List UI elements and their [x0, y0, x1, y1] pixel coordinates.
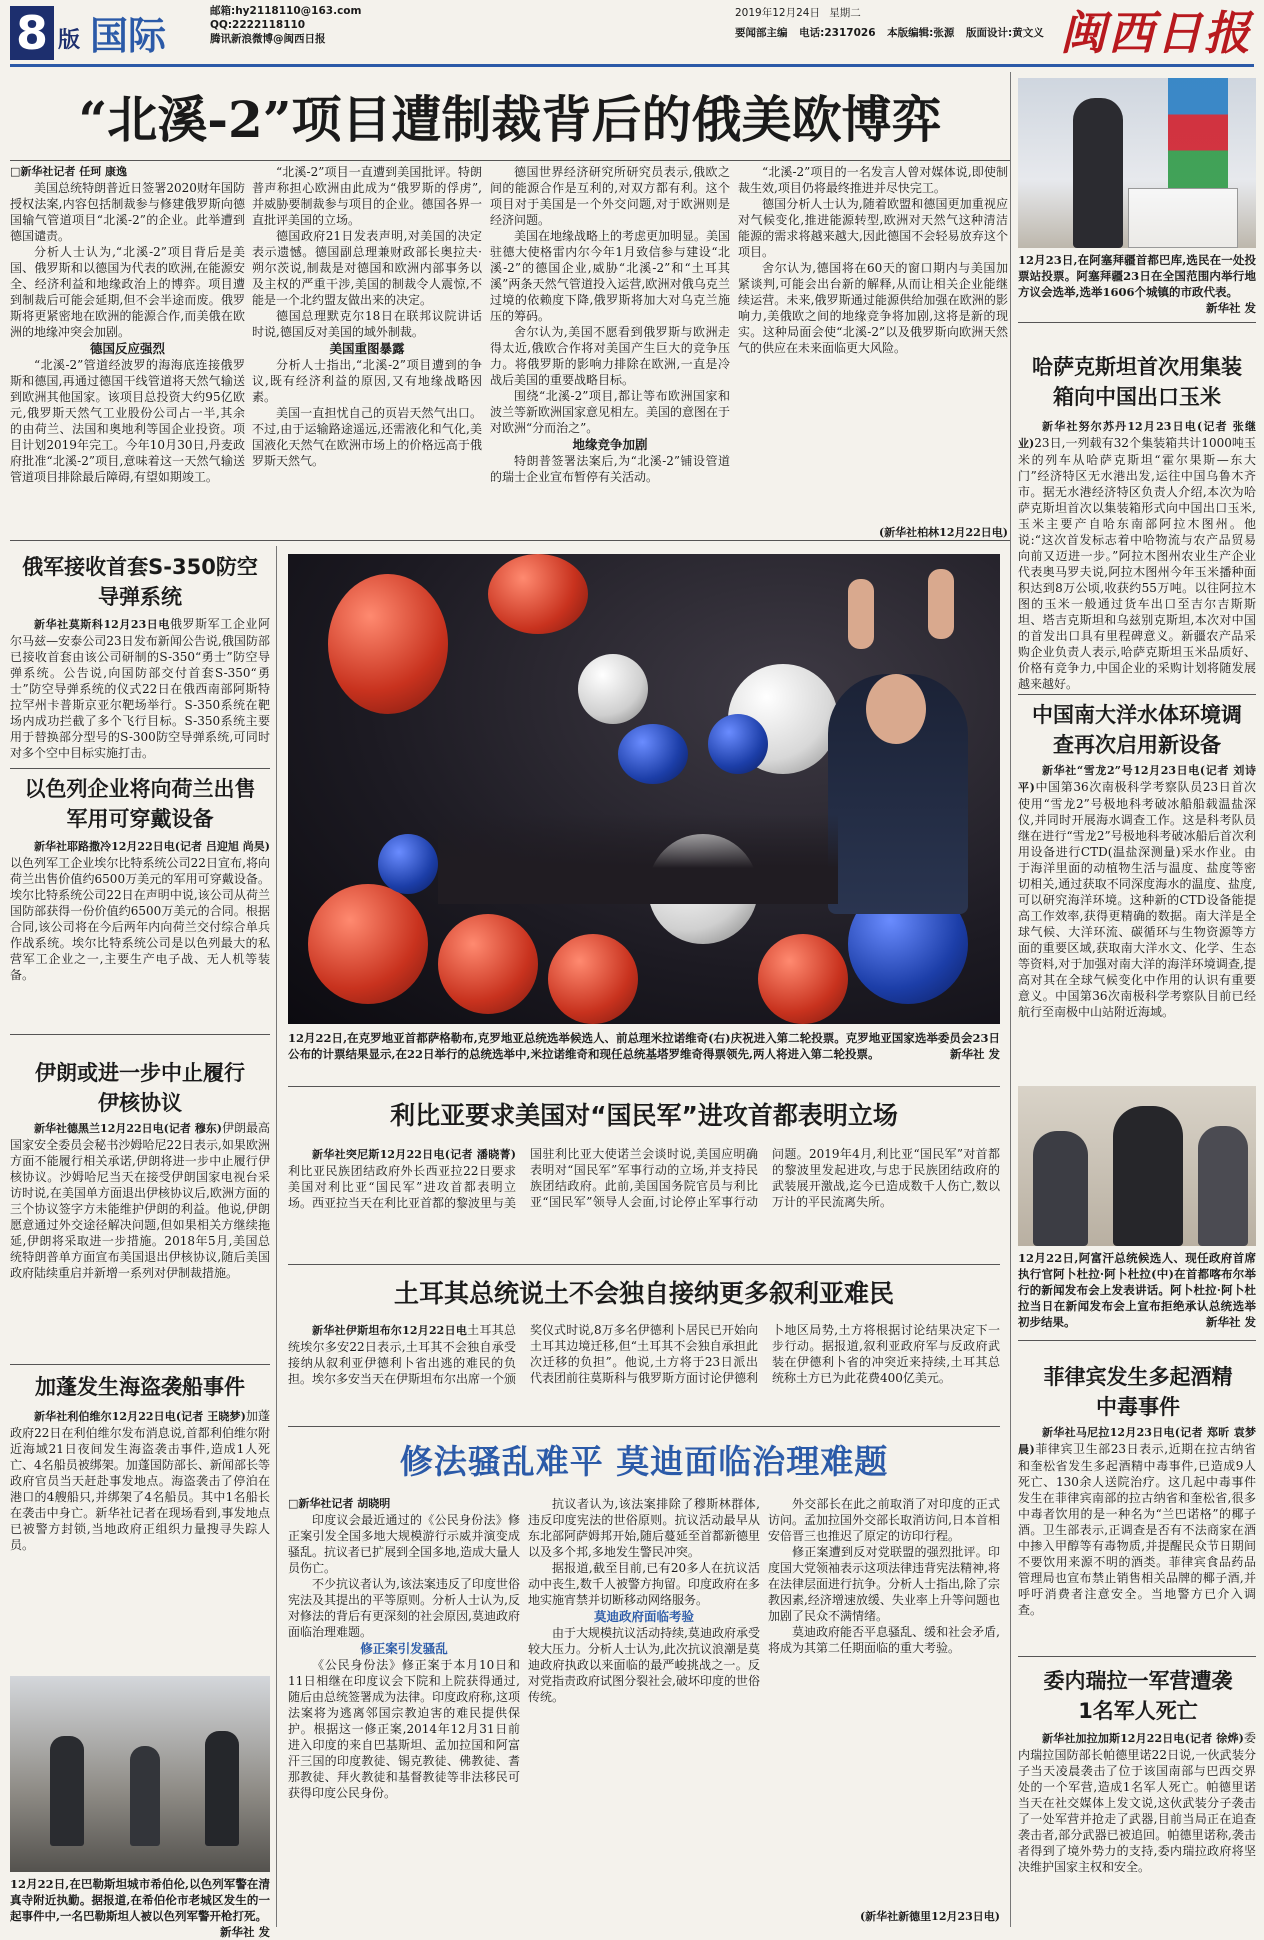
philippines-text	[1018, 1424, 1256, 1618]
hebron-photo	[10, 1676, 270, 1872]
masthead	[0, 0, 1264, 66]
philippines-headline: 菲律宾发生多起酒精中毒事件	[1043, 1365, 1233, 1419]
balloon	[618, 724, 688, 784]
iran-headline: 伊朗或进一步中止履行伊核协议	[35, 1061, 245, 1115]
lead-subhead: 德国反应强烈	[89, 341, 165, 356]
s350-byline: 新华社莫斯科12月23日电	[34, 618, 170, 631]
lead-subhead: 美国重图暴露	[329, 341, 405, 356]
india-para: 《公民身份法》修正案于本月10日和11日相继在印度议会下院和上院获得通过,随后由总统签署成为法律。印度政府称,这项法案将为逃离邻国宗教迫害的难民提供保护。根据这一修正案,2014年12月31日前进入印度的来自巴基斯坦、孟加拉国和阿富汗三国的印度教徒、锡克教徒、佛教徒、耆那教徒、拜火教徒和基督教徒等非法移民可获得印度公民身份。	[288, 1658, 520, 1800]
iran-byline: 新华社德黑兰12月22日电(记者 穆东)	[34, 1122, 222, 1135]
soldier-figure	[130, 1746, 160, 1846]
croatia-caption	[288, 1030, 1000, 1080]
india-byline: □新华社记者 胡晓明	[288, 1497, 391, 1510]
india-para: 由于大规模抗议活动持续,莫迪政府承受较大压力。分析人士认为,此次抗议浪潮是莫迪政府执政以来面临的最严峻挑战之一。反对党指责政府试图分裂社会,破坏印度的世俗传统。	[528, 1626, 760, 1704]
turkey-content: 土耳其总统埃尔多安22日表示,土耳其不会独自承受接纳从叙利亚伊德利卜省出逃的难民的负担。埃尔多安当天在伊斯坦布尔出席一个颁奖仪式时说,8万多名伊德利卜居民已开始向土耳其边境迁移,但“土耳其不会独自承担此次迁移的负担”。他说,土方将于23日派出代表团前往莫斯科与俄罗斯方面讨论伊德利卜地区局势,土方将根据讨论结果决定下一步行动。据报道,叙利亚政府军与反政府武装在伊德利卜省的冲突近来持续,土耳其总统称土方已为此花费400亿美元。	[288, 1323, 1000, 1386]
election-caption	[1018, 252, 1256, 316]
center-rule	[288, 1086, 1000, 1087]
kazakh-headline: 哈萨克斯坦首次用集装箱向中国出口玉米	[1032, 355, 1242, 409]
page-number-box: 8	[10, 6, 54, 60]
lead-col-2	[252, 164, 482, 514]
section-name: 国际	[90, 14, 167, 58]
ocean-content: 中国第36次南极科学考察队员23日首次使用“雪龙2”号极地科考破冰船船载温盐深仪,并同时开展海水调查工作。这是科考队员继在进行“雪龙2”号极地科考破冰船后首次利用设备进行CTD(温盐深测量)采水作业。由于海洋里面的动植物生活与温度、盐度等密切相关,通过获取不同深度海水的温度、盐度,可以研究海洋环境。这种新的CTD设备能提高工作效率,获得更精确的数据。南大洋是全球气候、大洋环流、碳循环与生物资源等方面的重要区域,获取南大洋水文、化学、生态等资料,对于加强对南大洋的海洋环境调查,提高对其在全球气候变化中作用的认识有重要意义。中国第36次南极科学考察队目前已经航行至南极中山站附近海域。	[1018, 780, 1256, 1019]
afghan-caption	[1018, 1250, 1256, 1330]
lead-headline-rule	[10, 160, 1010, 161]
caption-text: 12月22日,在巴勒斯坦城市希伯伦,以色列军警在清真寺附近执勤。据报道,在希伯伦市老城区发生的一起事件中,一名巴勒斯坦人被以色列军警开枪打死。	[10, 1877, 270, 1923]
iran-content: 伊朗最高国家安全委员会秘书沙姆哈尼22日表示,如果欧洲方面不能履行相关承诺,伊朗将进一步中止履行伊核协议。沙姆哈尼当天在接受伊朗国家电视台采访时说,在美国单方面退出伊核协议后,欧洲方面的三个协议签字方未能维护伊朗的利益。他说,伊朗愿意通过外交途径解决问题,但如果相关方继续拖延,伊朗将采取进一步措施。2018年5月,美国总统特朗普单方面宣布美国退出伊核协议,随后美国政府陆续重启并新增一系列对伊制裁措施。	[10, 1121, 270, 1280]
venezuela-headline: 委内瑞拉一军营遭袭1名军人死亡	[1043, 1669, 1233, 1723]
iran-body	[10, 1120, 270, 1356]
right-rule	[1018, 1656, 1256, 1657]
india-subhead: 莫迪政府面临考验	[593, 1609, 694, 1624]
india-subhead: 修正案引发骚乱	[360, 1641, 448, 1656]
india-para: 据报道,截至目前,已有20多人在抗议活动中丧生,数千人被警方拘留。印度政府在多地实施宵禁并切断移动网络服务。	[528, 1561, 760, 1607]
attendee-figure	[1033, 1131, 1088, 1246]
venezuela-byline: 新华社加拉加斯12月22日电(记者 徐烨)	[1042, 1732, 1244, 1745]
iran-text	[10, 1120, 270, 1281]
lead-bottom-rule	[10, 540, 1010, 541]
pirates-headline: 加蓬发生海盗袭船事件	[35, 1375, 245, 1399]
right-column-divider	[1010, 72, 1011, 1927]
lead-para: 美国总统特朗普近日签署2020财年国防授权法案,内容包括制裁参与修建俄罗斯向德国输气管道项目“北溪-2”的企业。此举遭到德国谴责。	[10, 181, 245, 243]
libya-content: 利比亚民族团结政府外长西亚拉22日要求美国对利比亚“国民军”进攻首都表明立场。西亚拉当天在利比亚首都的黎波里与美国驻利比亚大使诺兰会谈时说,美国应明确表明对“国民军”军事行动的立场,并支持民族团结政府。此前,美国国务院官员与利比亚“国民军”领导人会面,讨论停止军事行动问题。2019年4月,利比亚“国民军”对首都的黎波里发起进攻,与忠于民族团结政府的武装展开激战,迄今已造成数千人伤亡,数以万计的平民流离失所。	[288, 1147, 1000, 1210]
india-para: 不少抗议者认为,该法案违反了印度世俗宪法及其提出的平等原则。分析人士认为,反对修法的背后有更深刻的社会原因,莫迪政府面临治理难题。	[288, 1577, 520, 1639]
raised-hand	[848, 579, 874, 649]
hebron-caption	[10, 1876, 270, 1939]
balloon	[548, 934, 638, 1024]
turkey-headline: 土耳其总统说土不会独自接纳更多叙利亚难民	[393, 1279, 894, 1308]
turkey-body	[288, 1322, 1000, 1418]
lead-para: 舍尔认为,德国将在60天的窗口期内与美国加紧谈判,可能会出台新的解释,从而让相关企业能继续运营。未来,俄罗斯通过能源供给加强在欧洲的影响力,美俄欧之间的地缘竞争将加剧,这将是新的现实。这种局面会使“北溪-2”以及俄罗斯向欧洲天然气的供应在未来面临更大风险。	[738, 261, 1008, 355]
india-col-3	[768, 1496, 1000, 1904]
candidate-face	[866, 674, 926, 744]
duty-editor: 本版编辑:张源	[887, 27, 955, 39]
ocean-byline: 新华社“雪龙2”号12月23日电(记者 刘诗平)	[1018, 764, 1256, 794]
lead-para: “北溪-2”管道经波罗的海海底连接俄罗斯和德国,再通过德国干线管道将天然气输送到欧洲其他国家。该项目总投资大约95亿欧元,俄罗斯天然气工业股份公司占一半,其余的由荷兰、法国和奥地利等国企业投资。项目计划2019年完工。今年10月30日,丹麦政府批准“北溪-2”项目,意味着这一天然气输送管道项目排除最后障碍,有望如期竣工。	[10, 358, 245, 484]
ocean-headline: 中国南大洋水体环境调查再次启用新设备	[1032, 703, 1242, 757]
philippines-content: 菲律宾卫生部23日表示,近期在拉古纳省和奎松省发生多起酒精中毒事件,已造成9人死亡、130余人送院治疗。这几起中毒事件发生在菲律宾南部的拉古纳省和奎松省,很多中毒者饮用的是一种名为“兰巴诺格”的椰子酒。卫生部表示,正调查是否有不法商家在酒中掺入甲醇等有毒物质,并提醒民众节日期间不要饮用来源不明的酒类。菲律宾食品药品管理局也宣布禁止销售相关品牌的椰子酒,并呼吁消费者注意安全。当地警方已介入调查。	[1018, 1442, 1256, 1617]
paper-logo: 闽西日报	[1060, 6, 1252, 60]
date-line	[735, 6, 861, 20]
lead-col-1	[10, 164, 245, 514]
india-headline: 修法骚乱难平 莫迪面临治理难题	[399, 1442, 889, 1481]
caption-credit: 新华社 发	[219, 1925, 270, 1939]
turkey-text	[288, 1322, 1000, 1387]
lead-signoff: (新华社柏林12月22日电)	[878, 526, 1008, 539]
flag	[1168, 78, 1228, 188]
left-rule	[10, 1364, 270, 1365]
lead-para: “北溪-2”项目一直遭到美国批评。特朗普声称担心欧洲由此成为“俄罗斯的俘虏”,并威胁要制裁参与项目的企业。德国各界一直批评美国的立场。	[252, 165, 482, 227]
ballot-box	[1128, 188, 1238, 248]
balloon	[438, 914, 538, 1014]
balloon	[488, 554, 588, 634]
india-para: 外交部长在此之前取消了对印度的正式访问。孟加拉国外交部长取消访问,日本首相安倍晋三也推迟了原定的访印行程。	[768, 1497, 1000, 1543]
philippines-body	[1018, 1424, 1256, 1650]
lead-para: 美国在地缘战略上的考虑更加明显。美国驻德大使格雷内尔今年1月致信参与建设“北溪-2”的德国企业,威胁“北溪-2”和“土耳其溪”两条天然气管道投入运营,欧洲对俄乌克兰过境的依赖度下降,俄罗斯将加大对乌克兰施压的筹码。	[490, 229, 731, 323]
ocean-body	[1018, 762, 1256, 1060]
balloon	[328, 574, 448, 714]
weibo: 腾讯新浪微博@闽西日报	[210, 33, 326, 45]
contact-block	[210, 4, 361, 46]
right-rule	[1018, 694, 1256, 695]
lead-headline: “北溪-2”项目遭制裁背后的俄美欧博弈	[78, 90, 942, 149]
right-rule	[1018, 1340, 1256, 1341]
lead-para: 特朗普签署法案后,为“北溪-2”铺设管道的瑞士企业宣布暂停有关活动。	[490, 454, 730, 484]
right-rule	[1018, 322, 1256, 323]
israel-headline: 以色列企业将向荷兰出售军用可穿戴设备	[24, 777, 256, 831]
credits-line	[735, 26, 1044, 40]
balloon	[708, 714, 768, 774]
lead-para: 分析人士指出,“北溪-2”项目遭到的争议,既有经济利益的原因,又有地缘战略因素。	[252, 358, 482, 404]
center-rule	[288, 1426, 1000, 1427]
lead-para: “北溪-2”项目的一名发言人曾对媒体说,即使制裁生效,项目仍将最终推进并尽快完工。	[738, 165, 1008, 195]
india-signoff: (新华社新德里12月23日电)	[859, 1910, 1000, 1923]
kazakh-text	[1018, 418, 1256, 692]
date: 2019年12月24日	[735, 7, 820, 19]
pirates-text	[10, 1408, 270, 1553]
israel-content: 以色列军工企业埃尔比特系统公司22日宣布,将向荷兰出售价值约6500万美元的军用可穿戴设备。埃尔比特系统公司22日在声明中说,该公司从荷兰国防部获得一份价值约6500万美元的合同。根据合同,该公司将在今后两年内向荷兰交付综合单兵作战系统。埃尔比特系统公司是以色列最大的私营军工企业之一,主要生产电子战、无人机等装备。	[10, 856, 270, 982]
ocean-text	[1018, 762, 1256, 1020]
lead-subhead: 地缘竞争加剧	[572, 437, 648, 452]
lead-para: 分析人士认为,“北溪-2”项目背后是美国、俄罗斯和以德国为代表的欧洲,在能源安全、经济利益和地缘政治上的博弈。项目遭到制裁后可能会延期,但不会半途而废。俄罗斯将更紧密地在欧洲的能源合作,而美俄在欧洲的地缘冲突会加剧。	[10, 245, 245, 339]
voter-figure	[1073, 98, 1123, 248]
israel-body	[10, 838, 270, 1028]
election-photo	[1018, 78, 1256, 248]
israel-text	[10, 838, 270, 983]
center-rule	[288, 1264, 1000, 1265]
balloon	[578, 654, 648, 724]
speaker-figure	[1113, 1106, 1183, 1246]
lead-para: 围绕“北溪-2”项目,都让等布欧洲国家和波兰等新欧洲国家意见相左。美国的意图在于对欧洲“分而治之”。	[490, 389, 731, 435]
lead-para: 舍尔认为,美国不愿看到俄罗斯与欧洲走得太近,俄欧合作将对美国产生巨大的竞争压力。将俄罗斯的影响力排除在欧洲,一直是冷战后美国的重要战略目标。	[490, 325, 730, 387]
soldier-figure	[50, 1736, 84, 1846]
email: 邮箱:hy2118110@163.com	[210, 5, 362, 17]
croatia-photo	[288, 554, 1000, 1024]
lead-col-3	[490, 164, 730, 534]
pirates-body	[10, 1408, 270, 1670]
s350-headline: 俄军接收首套S-350防空导弹系统	[22, 555, 258, 609]
left-rule	[10, 768, 270, 769]
caption-credit: 新华社 发	[1205, 1315, 1256, 1329]
masthead-rule	[10, 64, 1254, 67]
left-column-divider	[276, 546, 277, 1927]
afghan-photo	[1018, 1086, 1256, 1246]
balloon	[308, 884, 428, 1004]
kazakh-byline: 新华社努尔苏丹12月23日电(记者 张继业)	[1018, 420, 1256, 450]
pirates-content: 加蓬政府22日在利伯维尔发布消息说,首都利伯维尔附近海域21日夜间发生海盗袭击事件,造成1人死亡、4名船员被绑架。加蓬国防部长、新闻部长等政府官员当天赶赴事发地点。海盗袭击了停泊在港口的4艘船只,并绑架了4名船员。其中1名船长在袭击中身亡。新华社记者在现场看到,事发地点已被警方封锁,当地政府正组织力量搜寻失踪人员。	[10, 1409, 270, 1552]
lead-para: 德国政府21日发表声明,对美国的决定表示遗憾。德国副总理兼财政部长奥拉夫·朔尔茨说,制裁是对德国和欧洲内部事务以及主权的严重干涉,美国的制裁令人震惊,不能是一个北约盟友做出来的决定。	[252, 229, 482, 307]
caption-credit: 新华社 发	[949, 1047, 1000, 1061]
india-col-2	[528, 1496, 760, 1926]
caption-credit: 新华社 发	[1205, 301, 1256, 315]
lead-para: 德国分析人士认为,随着欧盟和德国更加重视应对气候变化,推进能源转型,欧洲对天然气这种清洁能源的需求将越来越大,因此德国不会轻易放弃这个项目。	[738, 197, 1008, 259]
balloon	[378, 834, 438, 894]
india-col-1	[288, 1496, 520, 1926]
libya-text	[288, 1146, 1000, 1211]
weekday: 星期二	[829, 7, 861, 19]
india-para: 莫迪政府能否平息骚乱、缓和社会矛盾,将成为其第二任期面临的重大考验。	[768, 1625, 1000, 1655]
caption-text: 12月22日,阿富汗总统候选人、现任政府首席执行官阿卜杜拉·阿卜杜拉(中)在首都喀布尔举行的新闻发布会上发表讲话。阿卜杜拉·阿卜杜拉当日在新闻发布会上宣布拒绝承认总统选举初步结果。	[1018, 1251, 1256, 1329]
s350-text	[10, 616, 270, 761]
pirates-byline: 新华社利伯维尔12月22日电(记者 王晓梦)	[34, 1410, 246, 1423]
philippines-byline: 新华社马尼拉12月23日电(记者 郑昕 袁梦晨)	[1018, 1426, 1256, 1456]
libya-body	[288, 1146, 1000, 1258]
phone: 电话:2317026	[799, 27, 876, 39]
s350-body	[10, 616, 270, 764]
lead-para: 美国一直担忧自己的页岩天然气出口。不过,由于运输路途遥远,还需液化和气化,美国液化天然气在欧洲市场上的价格远高于俄罗斯天然气。	[252, 406, 482, 468]
libya-headline: 利比亚要求美国对“国民军”进攻首都表明立场	[390, 1101, 898, 1130]
lead-col-4	[738, 164, 1008, 524]
designer: 版面设计:黄文义	[966, 27, 1044, 39]
caption-text: 12月22日,在克罗地亚首都萨格勒布,克罗地亚总统选举候选人、前总理米拉诺维奇(右)庆祝进入第二轮投票。克罗地亚国家选举委员会23日公布的计票结果显示,在22日举行的总统选举中,米拉诺维奇和现任总统基塔罗维奇得票领先,两人将进入第二轮投票。	[288, 1031, 1000, 1061]
crowd	[438, 814, 838, 904]
balloon	[758, 934, 848, 1024]
turkey-byline: 新华社伊斯坦布尔12月22日电	[312, 1324, 468, 1337]
lead-para: 德国世界经济研究所研究员表示,俄欧之间的能源合作是互利的,对双方都有利。这个项目对于美国是一个外交问题,对于欧洲则是经济问题。	[490, 165, 730, 227]
editor: 要闻部主编	[735, 27, 788, 39]
venezuela-content: 委内瑞拉国防部长帕德里诺22日说,一伙武装分子当天凌晨袭击了位于该国南部与巴西交界处的一个军营,造成1名军人死亡。帕德里诺当天在社交媒体上发文说,这伙武装分子袭击了一处军营并抢走了武器,目前当局正在追查袭击者,部分武器已被追回。帕德里诺称,袭击者得到了境外势力的支持,委内瑞拉政府将坚决维护国家主权和安全。	[1018, 1731, 1256, 1874]
caption-text: 12月23日,在阿塞拜疆首都巴库,选民在一处投票站投票。阿塞拜疆23日在全国范围内举行地方议会选举,选举1606个城镇的市政代表。	[1018, 253, 1256, 299]
india-para: 修正案遭到反对党联盟的强烈批评。印度国大党领袖表示这项法律违背宪法精神,将在法律层面进行抗争。分析人士指出,除了宗教因素,经济增速放缓、失业率上升等问题也加剧了民众不满情绪。	[768, 1545, 1000, 1623]
libya-byline: 新华社突尼斯12月22日电(记者 潘晓菁)	[312, 1148, 516, 1161]
raised-hand	[928, 569, 954, 639]
kazakh-body	[1018, 418, 1256, 691]
venezuela-text	[1018, 1730, 1256, 1875]
soldier-figure	[205, 1731, 239, 1846]
india-para: 印度议会最近通过的《公民身份法》修正案引发全国多地大规模游行示威并演变成骚乱。抗议者已扩展到全国多地,造成大量人员伤亡。	[288, 1513, 520, 1575]
lead-para: 德国总理默克尔18日在联邦议院讲话时说,德国反对美国的域外制裁。	[252, 309, 482, 339]
lead-byline: □新华社记者 任珂 康逸	[10, 165, 128, 178]
india-para: 抗议者认为,该法案排除了穆斯林群体,违反印度宪法的世俗原则。抗议活动最早从东北部阿萨姆邦开始,随后蔓延至首都新德里以及多个邦,多地发生警民冲突。	[528, 1497, 760, 1559]
qq: QQ:2222118110	[210, 19, 306, 31]
left-rule	[10, 1034, 270, 1035]
attendee-figure	[1198, 1126, 1248, 1246]
israel-byline: 新华社耶路撒冷12月22日电(记者 吕迎旭 尚昊)	[34, 840, 270, 853]
s350-content: 俄罗斯军工企业阿尔马兹—安泰公司23日发布新闻公告说,俄国防部已接收首套由该公司研制的S-350“勇士”防空导弹系统。公告说,向国防部交付首套S-350“勇士”防空导弹系统的仪式22日在俄西南部阿斯特拉罕州卡普斯京亚尔靶场举行。S-350系统在靶场内成功拦截了多个飞行目标。S-350系统主要用于替换部分型号的S-300防空导弹系统,可同时对多个空中目标实施打击。	[10, 617, 270, 760]
venezuela-body	[1018, 1730, 1256, 1926]
page-word: 版	[58, 28, 81, 53]
kazakh-content: 23日,一列载有32个集装箱共计1000吨玉米的列车从哈萨克斯坦“霍尔果斯—东大门”经济特区无水港出发,运往中国乌鲁木齐市。据无水港经济特区负责人介绍,本次为哈萨克斯坦首次以集装箱形式向中国出口玉米,玉米主要产自哈东南部阿拉木图州。他说:“这次首发标志着中哈物流与农产品贸易向前又迈进一步。”阿拉木图州农业生产企业代表奥马罗夫说,阿拉木图州今年玉米播种面积达到8万公顷,收获约55万吨。以往阿拉木图的玉米一般通过货车出口至吉尔吉斯斯坦、塔吉克斯坦和乌兹别克斯坦,本次对中国的首发出口具有里程碑意义。新疆农产品采购企业负责人表示,哈萨克斯坦玉米品质好、价格有竞争力,中国企业的采购计划将随发展越来越好。	[1018, 436, 1256, 691]
